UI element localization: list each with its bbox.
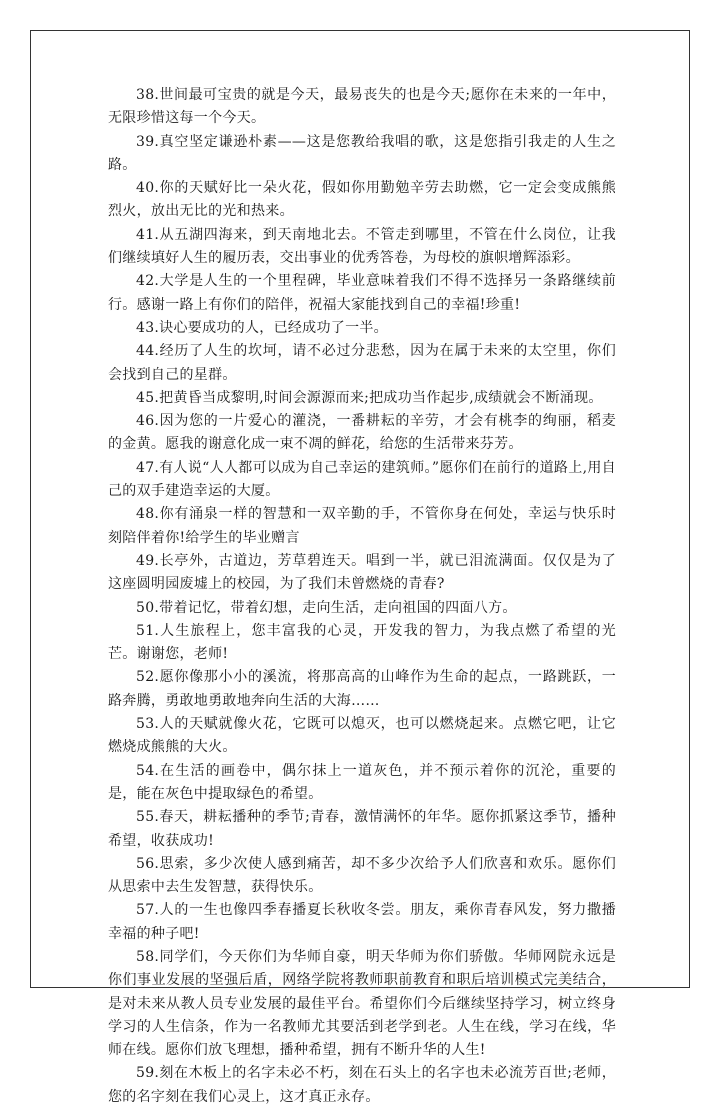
- paragraph-51: 51.人生旅程上，您丰富我的心灵，开发我的智力，为我点燃了希望的光芒。谢谢您，老师!: [108, 622, 616, 663]
- paragraph-58: 58.同学们，今天你们为华师自豪，明天华师为你们骄傲。华师网院永远是你们事业发展的坚强后盾，网络学院将教师职前教育和职后培训模式完美结合，是对未来从教人员专业发展的最佳平台。希望你们今后继续坚持学习，树立终身学习的人生信条，作为一名教师尤其要活到老学到老。人生在线，学习在线，华师在线。愿你们放飞理想，播种希望，拥有不断升华的人生!: [108, 948, 616, 1059]
- paragraph-49: 49.长亭外，古道边，芳草碧连天。唱到一半，就已泪流满面。仅仅是为了这座圆明园废墟上的校园，为了我们未曾燃烧的青春?: [108, 552, 616, 593]
- paragraph-39: 39.真空坚定谦逊朴素——这是您教给我唱的歌，这是您指引我走的人生之路。: [108, 133, 616, 173]
- paragraph-43: 43.诀心要成功的人，已经成功了一半。: [136, 319, 388, 336]
- paragraph-38: 38.世间最可宝贵的就是今天，最易丧失的也是今天;愿你在未来的一年中，无限珍惜这每一个今天。: [108, 87, 616, 127]
- paragraph-56: 56.思索，多少次使人感到痛苦，却不多少次给予人们欣喜和欢乐。愿你们从思索中去生发智慧，获得快乐。: [108, 855, 616, 896]
- paragraph-47: 47.有人说“人人都可以成为自己幸运的建筑师。”愿你们在前行的道路上,用自己的双手建造幸运的大厦。: [108, 459, 616, 500]
- paragraph-44: 44.经历了人生的坎坷，请不必过分悲愁，因为在属于未来的太空里，你们会找到自己的星群。: [108, 343, 616, 383]
- paragraph-53: 53.人的天赋就像火花，它既可以熄灭，也可以燃烧起来。点燃它吧，让它燃烧成熊熊的大火。: [108, 716, 616, 756]
- paragraph-55: 55.春天，耕耘播种的季节;青春，激情满怀的年华。愿你抓紧这季节，播种希望，收获成功!: [108, 809, 616, 849]
- paragraph-54: 54.在生活的画卷中，偶尔抹上一道灰色，并不预示着你的沉沦，重要的是，能在灰色中提取绿色的希望。: [108, 762, 616, 802]
- paragraph-57: 57.人的一生也像四季春播夏长秋收冬尝。朋友，乘你青春风发，努力撒播幸福的种子吧!: [108, 902, 616, 942]
- paragraph-59: 59.刻在木板上的名字未必不朽，刻在石头上的名字也未必流芳百世;老师，您的名字刻在我们心灵上，这才真正永存。: [108, 1065, 616, 1105]
- paragraph-42: 42.大学是人生的一个里程碑，毕业意味着我们不得不选择另一条路继续前行。感谢一路上有你们的陪伴，祝福大家能找到自己的幸福!珍重!: [108, 273, 616, 313]
- paragraph-45: 45.把黄昏当成黎明,时间会源源而来;把成功当作起步,成绩就会不断涌现。: [136, 389, 603, 406]
- paragraph-50: 50.带着记忆，带着幻想，走向生活，走向祖国的四面八方。: [136, 599, 517, 616]
- document-body: [108, 84, 616, 1109]
- paragraph-48: 48.你有涌泉一样的智慧和一双辛勤的手，不管你身在何处，幸运与快乐时刻陪伴着你!给学生的毕业赠言: [108, 506, 616, 546]
- paragraph-52: 52.愿你像那小小的溪流，将那高高的山峰作为生命的起点，一路跳跃，一路奔腾，勇敢地勇敢地奔向生活的大海……: [108, 669, 616, 709]
- paragraph-46: 46.因为您的一片爱心的灌浇，一番耕耘的辛劳，才会有桃李的绚丽，稻麦的金黄。愿我的谢意化成一束不凋的鲜花，给您的生活带来芬芳。: [108, 413, 616, 453]
- paragraph-40: 40.你的天赋好比一朵火花，假如你用勤勉辛劳去助燃，它一定会变成熊熊烈火，放出无比的光和热来。: [108, 180, 616, 220]
- paragraph-41: 41.从五湖四海来，到天南地北去。不管走到哪里，不管在什么岗位，让我们继续填好人生的履历表，交出事业的优秀答卷，为母校的旗帜增辉添彩。: [108, 226, 616, 267]
